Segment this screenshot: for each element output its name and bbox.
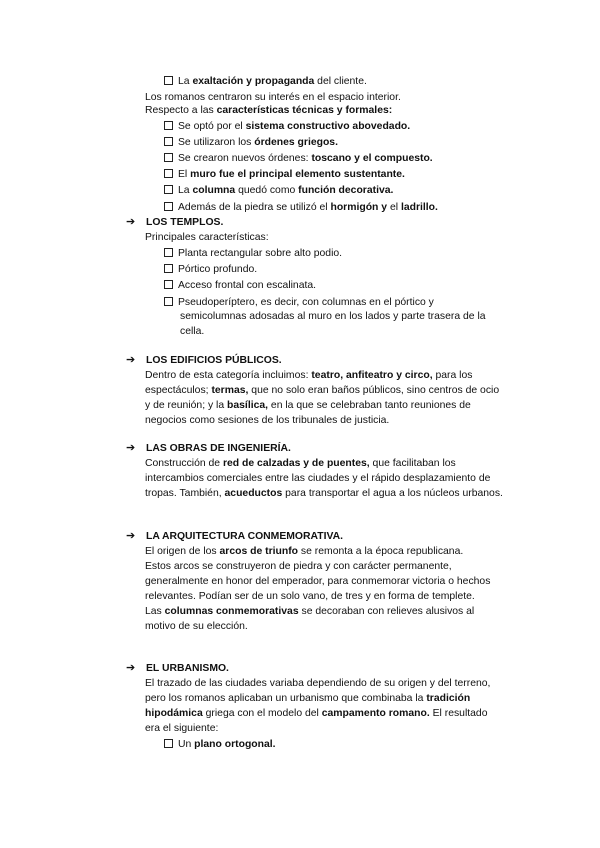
arrow-icon: ➔ [126, 662, 136, 674]
paragraph-line: Construcción de red de calzadas y de puentes, que facilitaban los [145, 458, 456, 469]
paragraph-line: relevantes. Podían ser de un solo vano, de tres y en forma de templete. [145, 591, 475, 602]
list-item: Se optó por el sistema constructivo abovedado. [164, 120, 410, 133]
checkbox-icon [164, 739, 173, 748]
list-item: Pórtico profundo. [164, 263, 257, 276]
list-item: Un plano ortogonal. [164, 738, 276, 751]
checkbox-icon [164, 169, 173, 178]
paragraph-line: Las columnas conmemorativas se decoraban con relieves alusivos al [145, 606, 475, 617]
section-title-ingenieria: LAS OBRAS DE INGENIERÍA. [146, 443, 291, 454]
arrow-icon: ➔ [126, 530, 136, 542]
list-item: Planta rectangular sobre alto podio. [164, 247, 342, 260]
paragraph-line: pero los romanos aplicaban un urbanismo que combinaba la tradición [145, 693, 471, 704]
checkbox-icon [164, 137, 173, 146]
list-item: Además de la piedra se utilizó el hormigón y el ladrillo. [164, 201, 438, 214]
section-title-publicos: LOS EDIFICIOS PÚBLICOS. [146, 355, 282, 366]
section-title-urbanismo: EL URBANISMO. [146, 663, 229, 674]
checkbox-icon [164, 121, 173, 130]
paragraph-line: generalmente en honor del emperador, para conmemorar victoria o hechos [145, 576, 491, 587]
list-item: Pseudoperíptero, es decir, con columnas en el pórtico y [164, 296, 434, 309]
checkbox-icon [164, 153, 173, 162]
paragraph-line: Estos arcos se construyeron de piedra y con carácter permanente, [145, 561, 452, 572]
list-item: La columna quedó como función decorativa. [164, 184, 393, 197]
list-item: El muro fue el principal elemento sustentante. [164, 168, 405, 181]
checkbox-icon [164, 185, 173, 194]
paragraph-line: Respecto a las características técnicas y formales: [145, 105, 393, 116]
arrow-icon: ➔ [126, 354, 136, 366]
paragraph-line: hipodámica griega con el modelo del campamento romano. El resultado [145, 708, 488, 719]
list-item: Se utilizaron los órdenes griegos. [164, 136, 338, 149]
paragraph-line: Principales características: [145, 232, 269, 243]
checkbox-icon [164, 248, 173, 257]
checkbox-icon [164, 264, 173, 273]
paragraph-line: negocios como sesiones de los tribunales de justicia. [145, 415, 390, 426]
checkbox-icon [164, 202, 173, 211]
paragraph-line: Los romanos centraron su interés en el espacio interior. [145, 92, 401, 103]
paragraph-line: Dentro de esta categoría incluimos: teatro, anfiteatro y circo, para los [145, 370, 473, 381]
paragraph-line: espectáculos; termas, que no solo eran baños públicos, sino centros de ocio [145, 385, 500, 396]
arrow-icon: ➔ [126, 216, 136, 228]
arrow-icon: ➔ [126, 442, 136, 454]
paragraph-line: era el siguiente: [145, 723, 219, 734]
section-title-conmemorativa: LA ARQUITECTURA CONMEMORATIVA. [146, 531, 344, 542]
paragraph-line: y de reunión; y la basílica, en la que se celebraban tanto reuniones de [145, 400, 471, 411]
list-item-continuation: semicolumnas adosadas al muro en los lados y parte trasera de la [180, 311, 486, 322]
list-item: La exaltación y propaganda del cliente. [164, 75, 367, 88]
checkbox-icon [164, 297, 173, 306]
paragraph-line: tropas. También, acueductos para transportar el agua a los núcleos urbanos. [145, 488, 503, 499]
checkbox-icon [164, 280, 173, 289]
paragraph-line: El trazado de las ciudades variaba dependiendo de su origen y del terreno, [145, 678, 491, 689]
section-title-templos: LOS TEMPLOS. [146, 217, 224, 228]
list-item: Acceso frontal con escalinata. [164, 279, 316, 292]
paragraph-line: intercambios comerciales entre las ciudades y el rápido desplazamiento de [145, 473, 491, 484]
list-item-continuation: cella. [180, 326, 205, 337]
paragraph-line: motivo de su elección. [145, 621, 248, 632]
list-item: Se crearon nuevos órdenes: toscano y el compuesto. [164, 152, 433, 165]
paragraph-line: El origen de los arcos de triunfo se remonta a la época republicana. [145, 546, 464, 557]
checkbox-icon [164, 76, 173, 85]
